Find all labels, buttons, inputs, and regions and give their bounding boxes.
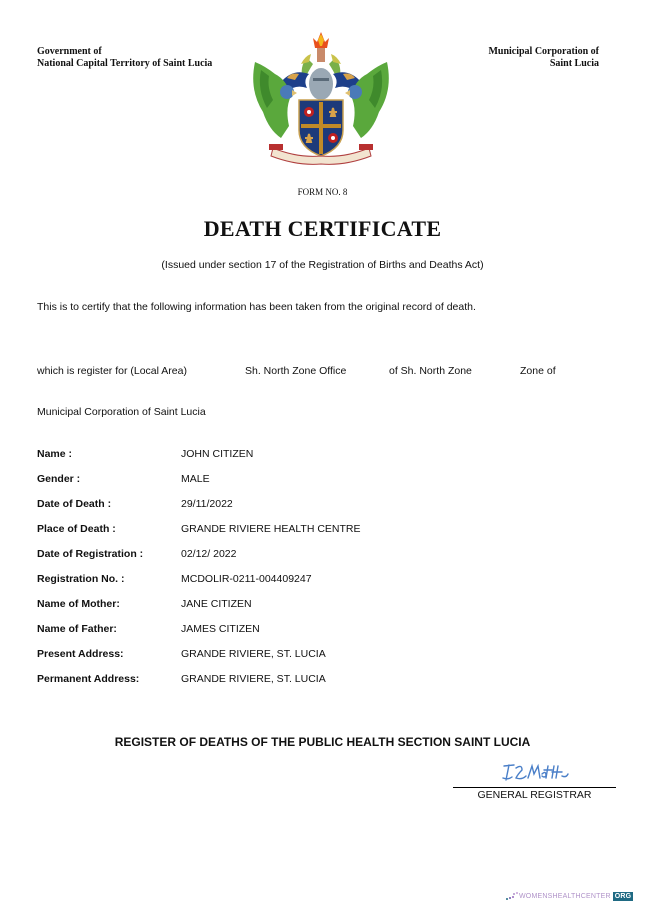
- issuer-government-line1: Government of: [37, 46, 102, 57]
- watermark: [505, 889, 633, 903]
- field-label: Date of Death :: [37, 498, 112, 510]
- watermark-text: WOMENSHEALTHCENTER: [519, 892, 611, 900]
- area-suffix: Zone of: [520, 365, 556, 377]
- field-value: MCDOLIR-0211-004409247: [181, 573, 312, 585]
- certificate-title: DEATH CERTIFICATE: [203, 216, 442, 241]
- certificate-subtitle: (Issued under section 17 of the Registration of Births and Deaths Act): [161, 259, 484, 271]
- register-heading: REGISTER OF DEATHS OF THE PUBLIC HEALTH SECTION SAINT LUCIA: [114, 735, 531, 749]
- field-label: Name :: [37, 448, 73, 460]
- signature-line: [453, 787, 616, 788]
- area-zone: of Sh. North Zone: [389, 365, 472, 377]
- field-label: Date of Registration :: [37, 548, 144, 560]
- issuer-government-line2: National Capital Territory of Saint Lucia: [37, 58, 213, 69]
- field-value: GRANDE RIVIERE, ST. LUCIA: [181, 648, 326, 660]
- field-value: JOHN CITIZEN: [181, 448, 254, 460]
- field-label: Name of Mother:: [37, 598, 120, 610]
- area-prefix: which is register for (Local Area): [37, 365, 187, 377]
- issuer-municipal-line1: Municipal Corporation of: [488, 46, 599, 57]
- signatory-title: GENERAL REGISTRAR: [477, 789, 592, 801]
- field-label: Place of Death :: [37, 523, 116, 535]
- certify-statement: This is to certify that the following information has been taken from the original record of death.: [37, 301, 476, 313]
- field-value: 29/11/2022: [181, 498, 233, 510]
- field-label: Present Address:: [37, 648, 124, 660]
- field-label: Permanent Address:: [37, 673, 140, 685]
- issuer-government: [37, 46, 212, 70]
- registrar-signature-icon: [500, 760, 570, 784]
- field-value: JANE CITIZEN: [181, 598, 252, 610]
- issuer-municipal-line2: Saint Lucia: [549, 58, 599, 69]
- coat-of-arms-icon: [247, 30, 395, 165]
- area-office: Sh. North Zone Office: [245, 365, 347, 377]
- field-value: GRANDE RIVIERE, ST. LUCIA: [181, 673, 326, 685]
- watermark-dots-icon: [505, 891, 519, 901]
- field-value: GRANDE RIVIERE HEALTH CENTRE: [181, 523, 361, 535]
- issuer-municipal: [488, 46, 599, 70]
- form-number: FORM NO. 8: [297, 187, 348, 197]
- field-value: 02/12/ 2022: [181, 548, 237, 560]
- field-label: Registration No. :: [37, 573, 125, 585]
- field-value: MALE: [181, 473, 210, 485]
- area-corporation: Municipal Corporation of Saint Lucia: [37, 406, 206, 418]
- watermark-badge: ORG: [614, 892, 632, 900]
- field-label: Gender :: [37, 473, 81, 485]
- field-value: JAMES CITIZEN: [181, 623, 260, 635]
- field-label: Name of Father:: [37, 623, 117, 635]
